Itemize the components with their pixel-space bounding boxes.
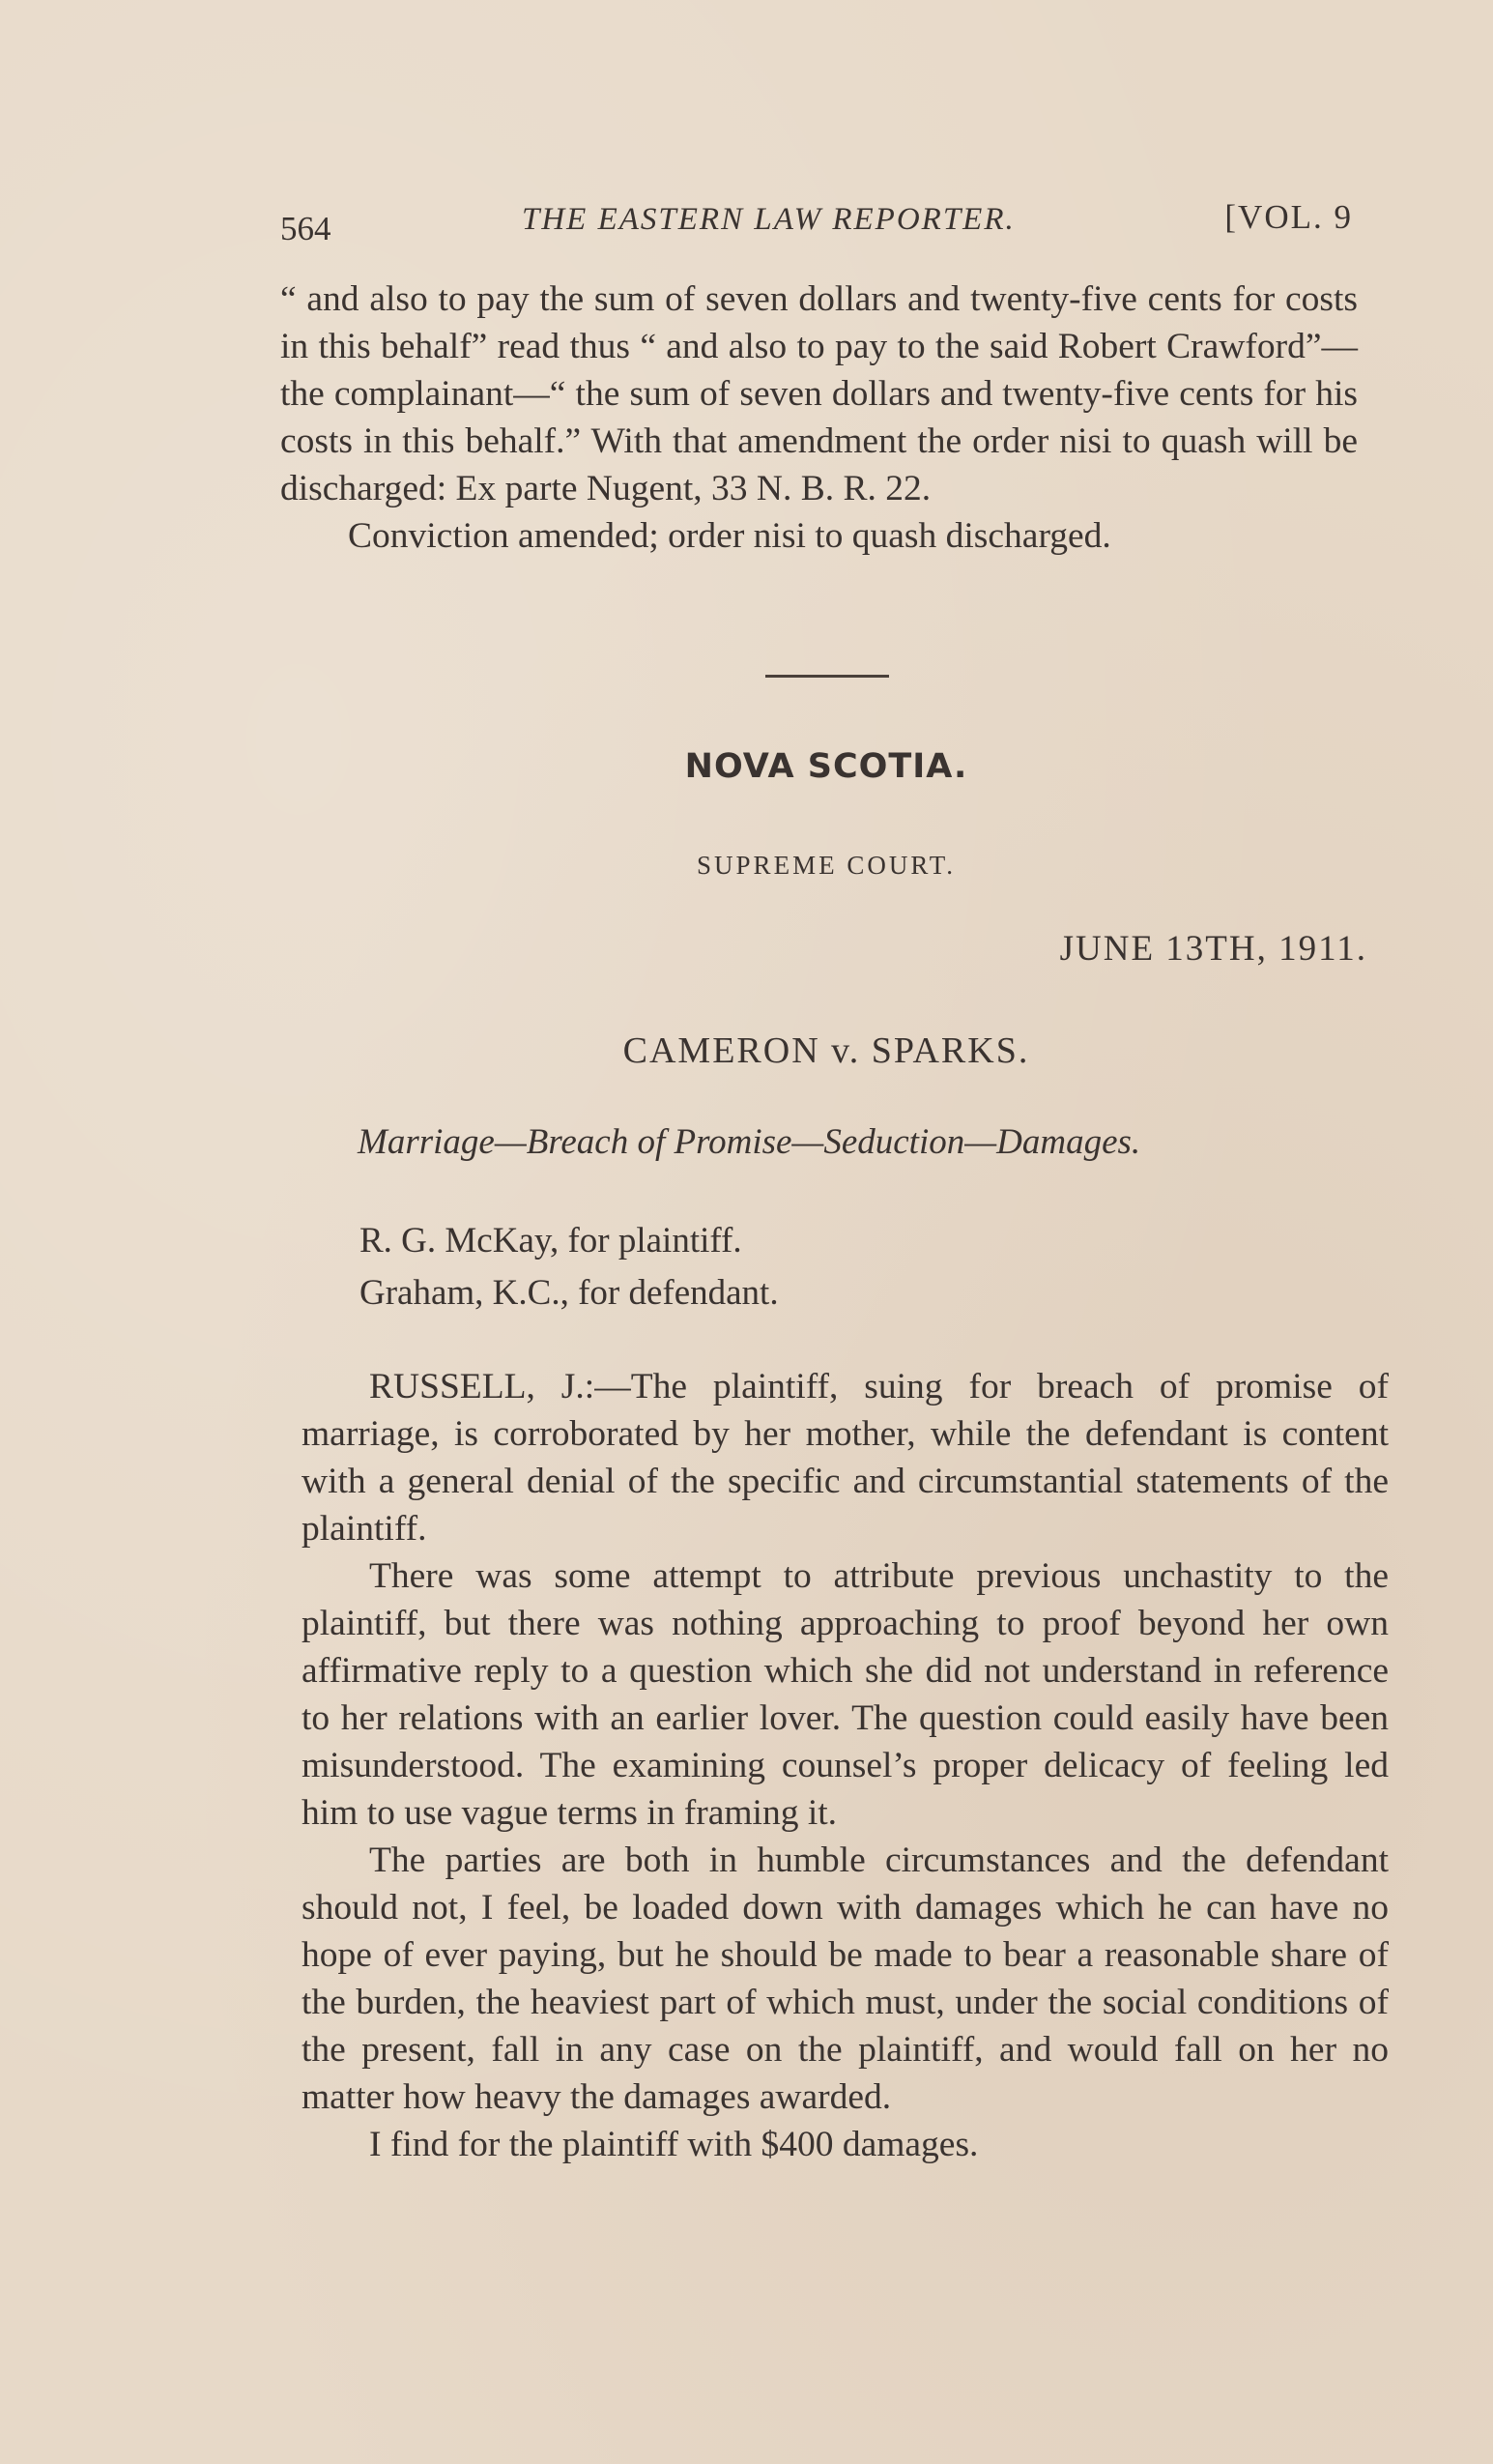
judgment-text bbox=[301, 1363, 1389, 2168]
previous-case-conclusion bbox=[280, 275, 1358, 560]
judgment-opening: :—The plaintiff, suing for breach of promise of marriage, is corroborated by her mother, while the defendant is content with a general denial of the specific and circumstantial statements of the plaintiff. bbox=[301, 1367, 1389, 1549]
page-number: 564 bbox=[280, 210, 331, 247]
subject-headnote: Marriage—Breach of Promise—Seduction—Damages. bbox=[358, 1122, 1141, 1162]
volume-label: [VOL. 9 bbox=[1224, 198, 1353, 236]
paragraph: “ and also to pay the sum of seven dollars and twenty-five cents for costs in this behalf” read thus “ and also to pay to the said Robert Crawford”—the complainant—“ the sum of seven dollars and twenty-five cents for his costs in this behalf.” With that amendment the order nisi to quash will be discharged: Ex parte Nugent, 33 N. B. R. 22. bbox=[280, 279, 1358, 508]
running-header bbox=[280, 198, 1353, 256]
paragraph: I find for the plaintiff with $400 damages. bbox=[369, 2125, 979, 2164]
province-heading: NOVA SCOTIA. bbox=[684, 747, 968, 786]
paragraph: There was some attempt to attribute previous unchastity to the plaintiff, but there was nothing approaching to proof beyond her own affirmative reply to a question which she did not understand in reference to her relations with an earlier lover. The question could easily have been misunderstood. The examining counsel’s proper delicacy of feeling led him to use vague terms in framing it. bbox=[301, 1556, 1389, 1833]
disposition: Conviction amended; order nisi to quash discharged. bbox=[348, 516, 1111, 556]
running-title: THE EASTERN LAW REPORTER. bbox=[522, 202, 1016, 237]
section-divider bbox=[765, 675, 889, 678]
paragraph: The parties are both in humble circumstances and the defendant should not, I feel, be loaded down with damages which he can have no hope of ever paying, but he should be made to bear a reasonable share of the burden, the heaviest part of which must, under the social conditions of the present, fall in any case on the plaintiff, and would fall on her no matter how heavy the damages awarded. bbox=[301, 1841, 1389, 2117]
judge-name: RUSSELL, J. bbox=[369, 1367, 585, 1406]
case-title: CAMERON v. SPARKS. bbox=[622, 1030, 1030, 1071]
counsel-plaintiff: R. G. McKay, for plaintiff. bbox=[359, 1221, 742, 1261]
paragraph bbox=[301, 1363, 1389, 1552]
counsel-defendant: Graham, K.C., for defendant. bbox=[359, 1273, 779, 1313]
decision-date: JUNE 13TH, 1911. bbox=[1059, 929, 1367, 969]
court-heading: SUPREME COURT. bbox=[697, 851, 956, 880]
